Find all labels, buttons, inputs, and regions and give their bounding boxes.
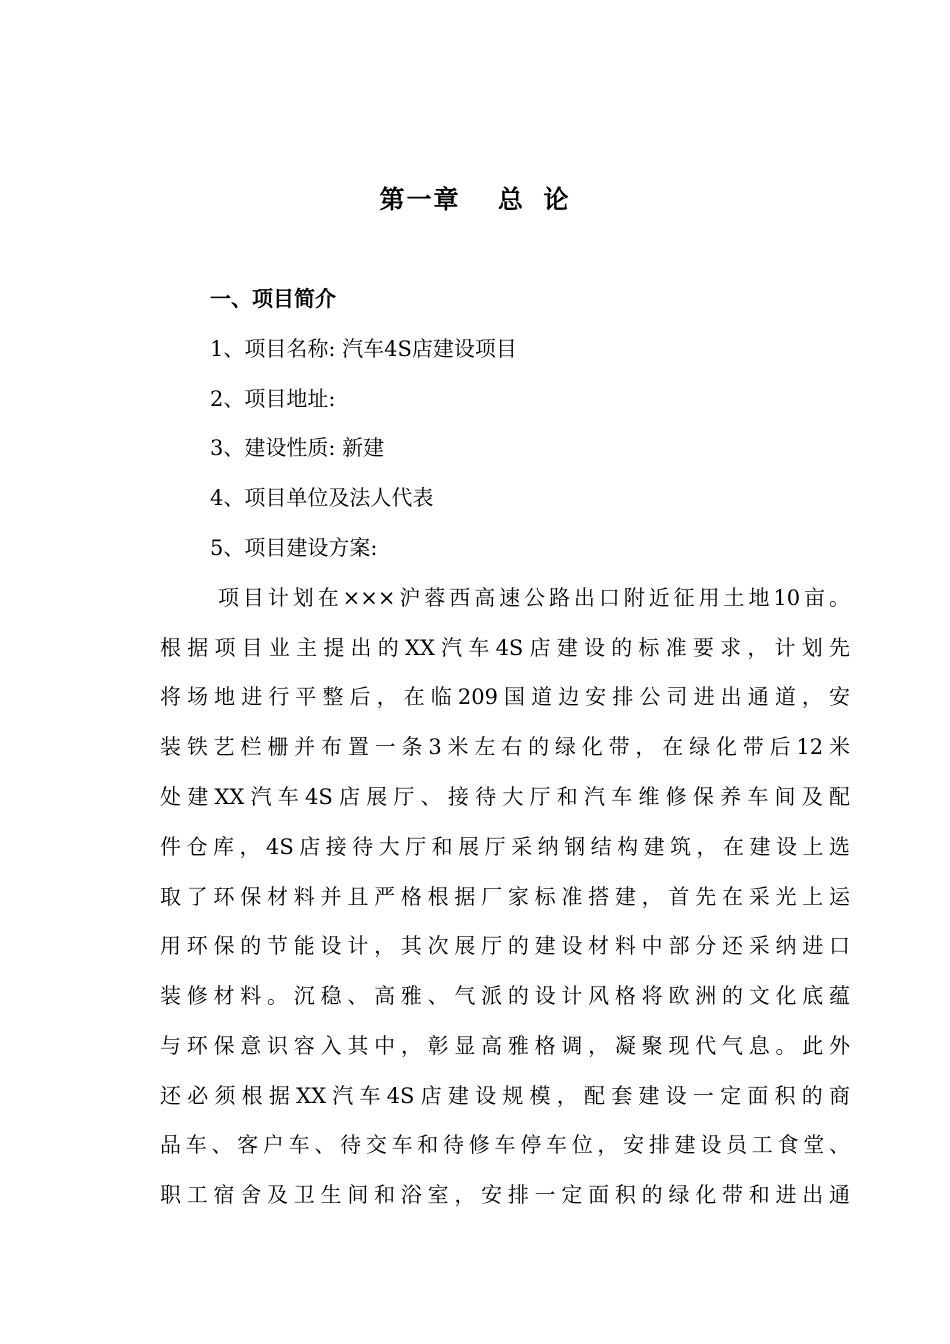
body-line: 职工宿舍及卫生间和浴室，安排一定面积的绿化带和进出通 — [160, 1183, 850, 1207]
body-line: 根据项目业主提出的XX汽车4S店建设的标准要求，计划先 — [160, 636, 850, 660]
item-project-address: 2、项目地址: — [210, 387, 336, 411]
body-line: 还必须根据XX汽车4S店建设规模，配套建设一定面积的商 — [160, 1084, 850, 1108]
body-line: 与环保意识容入其中，彰显高雅格调，凝聚现代气息。此外 — [160, 1034, 850, 1058]
section-heading: 一、项目简介 — [210, 287, 336, 311]
item-construction-nature: 3、建设性质: 新建 — [210, 436, 385, 460]
body-line: 品车、客户车、待交车和待修车停车位，安排建设员工食堂、 — [160, 1133, 850, 1157]
body-line: 件仓库，4S店接待大厅和展厅采纳钢结构建筑，在建设上选 — [160, 835, 850, 859]
body-line: 装铁艺栏栅并布置一条3米左右的绿化带，在绿化带后12米 — [160, 735, 850, 759]
body-line: 项目计划在×××沪蓉西高速公路出口附近征用土地10亩。 — [218, 586, 850, 610]
body-line: 取了环保材料并且严格根据厂家标准搭建，首先在采光上运 — [160, 885, 850, 909]
item-project-name: 1、项目名称: 汽车4S店建设项目 — [210, 337, 517, 361]
item-construction-plan: 5、项目建设方案: — [210, 536, 378, 560]
body-line: 装修材料。沉稳、高雅、气派的设计风格将欧洲的文化底蕴 — [160, 984, 850, 1008]
body-line: 处建XX汽车4S店展厅、接待大厅和汽车维修保养车间及配 — [160, 785, 850, 809]
chapter-title: 第一章 总 论 — [379, 185, 571, 214]
body-line: 用环保的节能设计，其次展厅的建设材料中部分还采纳进口 — [160, 934, 850, 958]
item-project-unit: 4、项目单位及法人代表 — [210, 486, 434, 510]
body-line: 将场地进行平整后，在临209国道边安排公司进出通道，安 — [160, 685, 850, 709]
